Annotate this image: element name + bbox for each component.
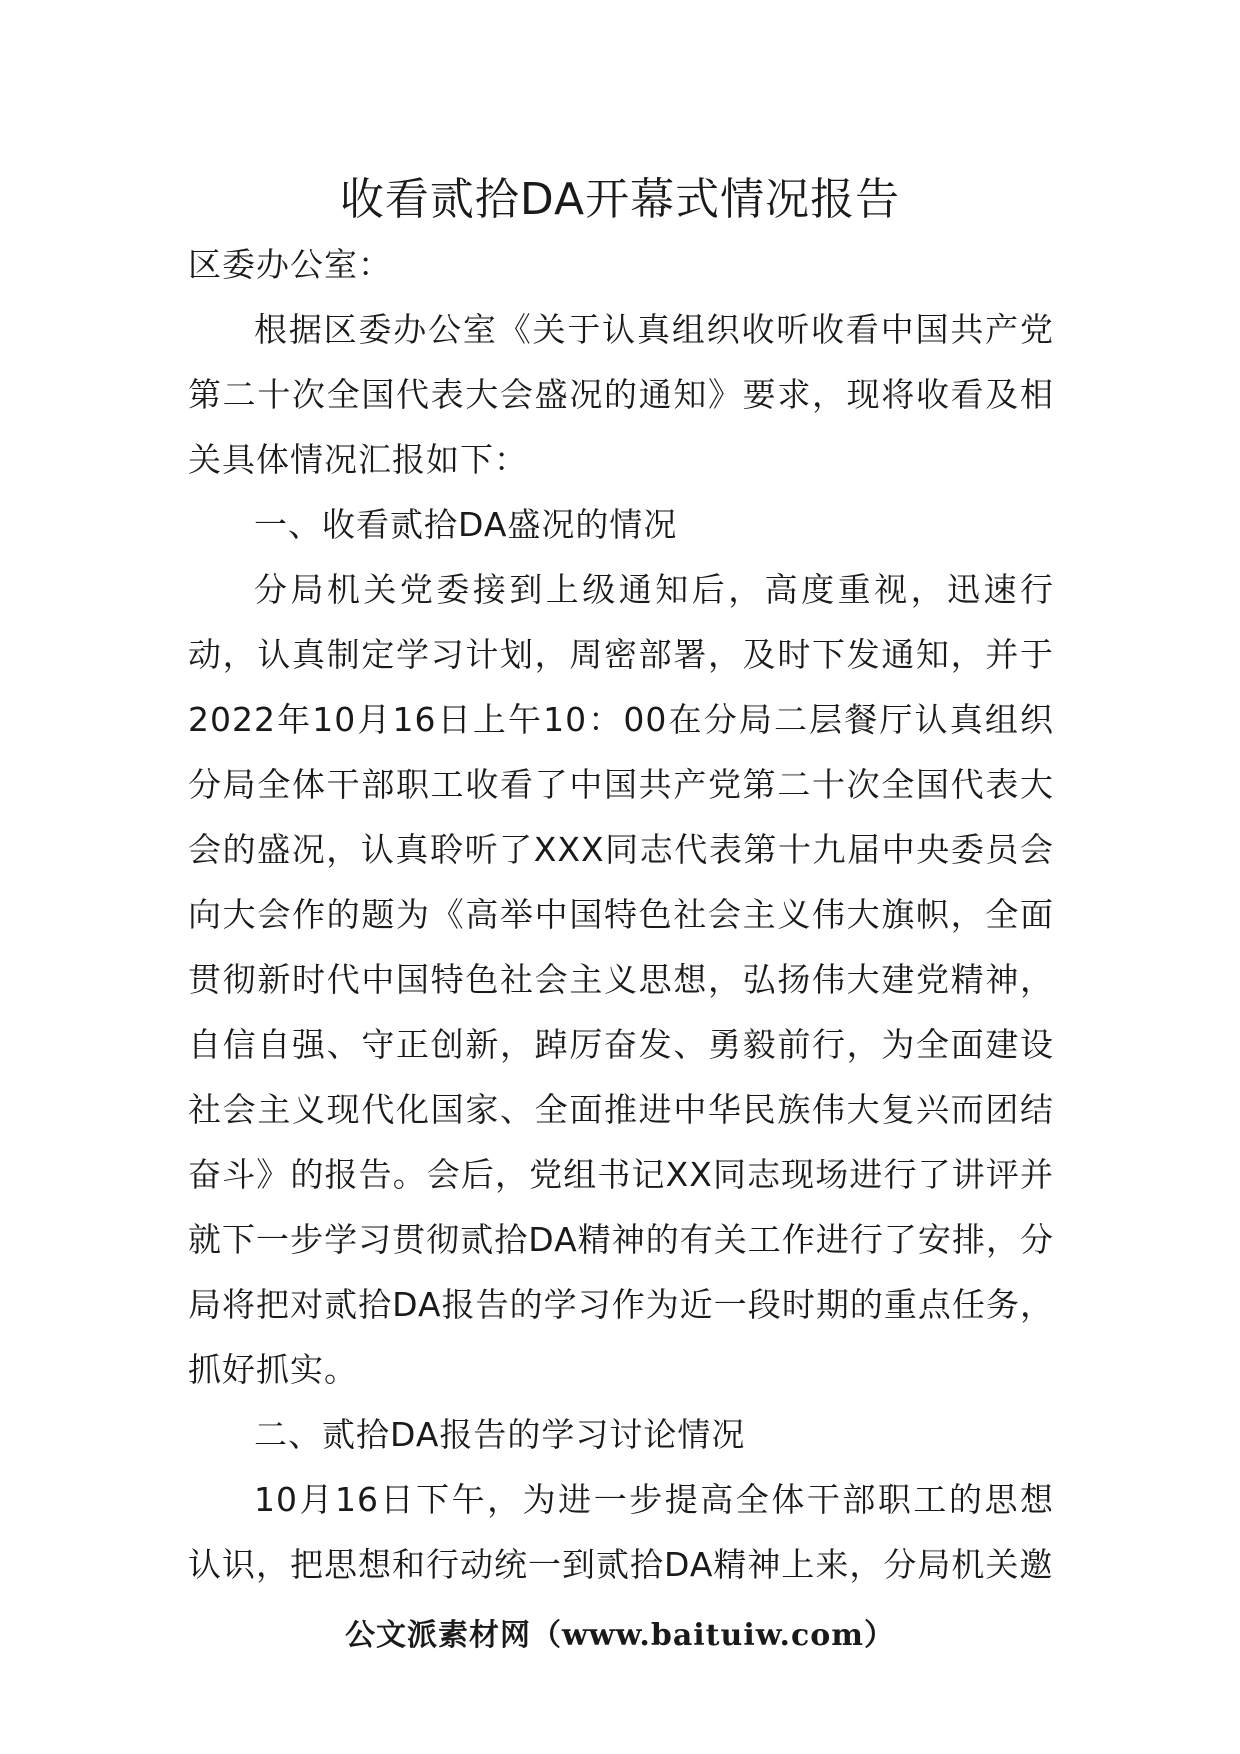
section-heading-2: 二、贰拾DA报告的学习讨论情况 xyxy=(254,1415,746,1454)
paragraph-section-1: 分局机关党委接到上级通知后，高度重视，迅速行动，认真制定学习计划，周密部署，及时下发通知，并于2022年10月16日上午10：00在分局二层餐厅认真组织分局全体干部职工收看了中国共产党第二十次全国代表大会的盛况，认真聆听了XXX同志代表第十九届中央委员会向大会作的题为《高举中国特色社会主义伟大旗帜，全面贯彻新时代中国特色社会主义思想，弘扬伟大建党精神，自信自强、守正创新，踔厉奋发、勇毅前行，为全面建设社会主义现代化国家、全面推进中华民族伟大复兴而团结奋斗》的报告。会后，党组书记XX同志现场进行了讲评并就下一步学习贯彻贰拾DA精神的有关工作进行了安排，分局将把对贰拾DA报告的学习作为近一段时期的重点任务，抓好抓实。 xyxy=(188,570,1054,1389)
paragraph-section-2: 10月16日下午，为进一步提高全体干部职工的思想认识，把思想和行动统一到贰拾DA精神上来，分局机关邀 xyxy=(188,1480,1054,1584)
section-heading-1: 一、收看贰拾DA盛况的情况 xyxy=(254,505,678,544)
document-title: 收看贰拾DA开幕式情况报告 xyxy=(339,174,901,225)
document-body xyxy=(188,232,1054,1597)
paragraph-intro: 根据区委办公室《关于认真组织收听收看中国共产党第二十次全国代表大会盛况的通知》要求，现将收看及相关具体情况汇报如下： xyxy=(188,310,1054,479)
addressee: 区委办公室： xyxy=(188,245,392,284)
footer-watermark: 公文派素材网（www.baituiw.com） xyxy=(344,1618,896,1653)
